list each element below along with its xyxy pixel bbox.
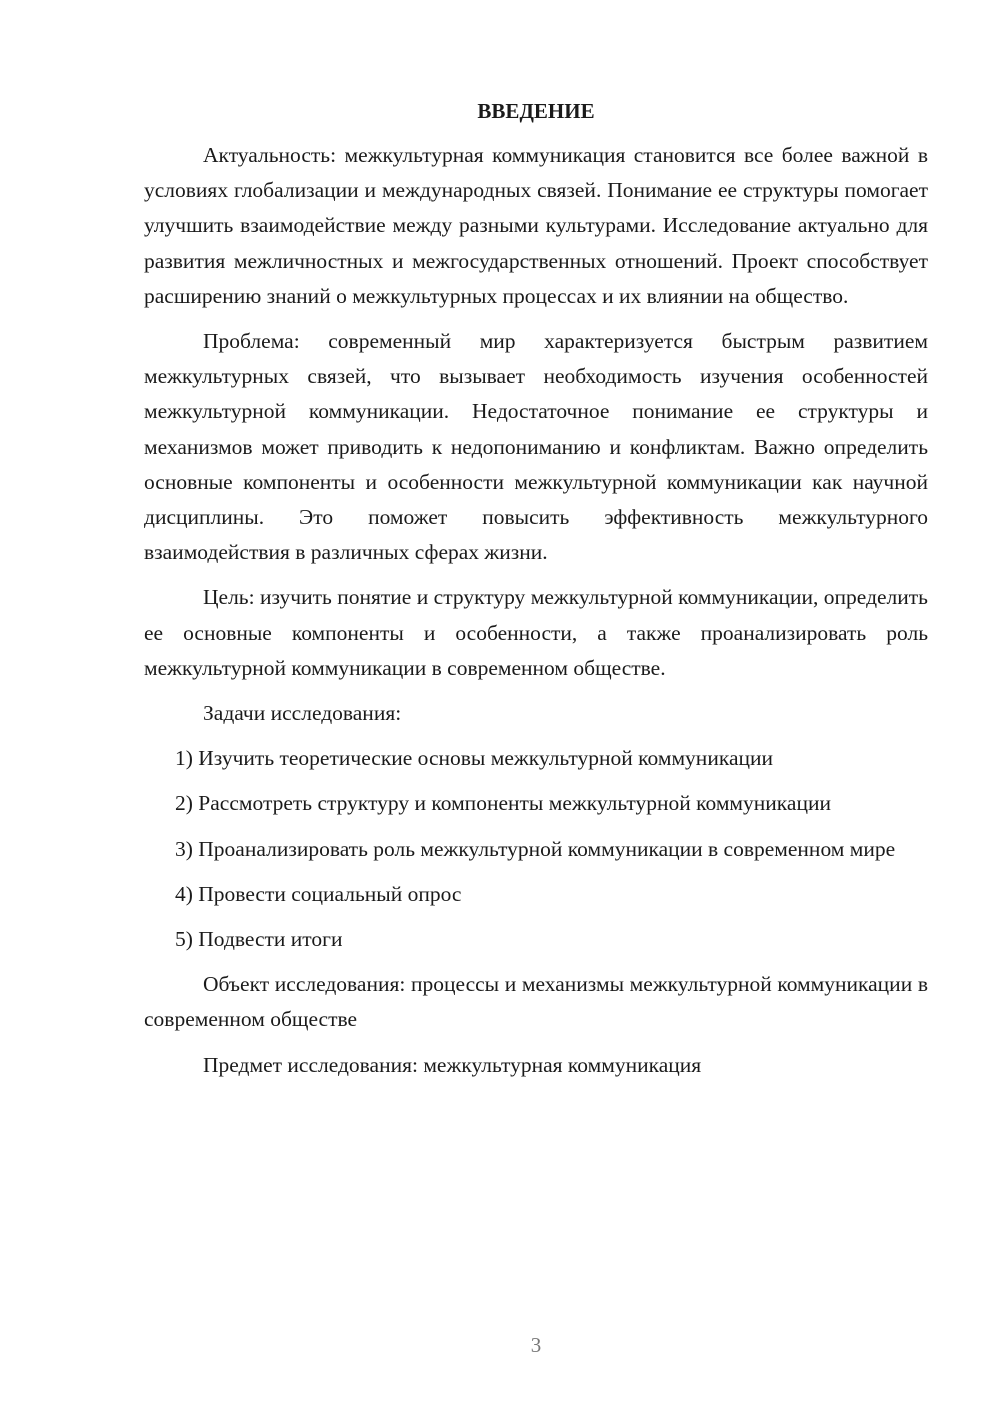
tasks-heading: Задачи исследования: (203, 701, 402, 726)
task-item-1: 1) Изучить теоретические основы межкультурной коммуникации (175, 746, 774, 771)
task-item-5: 5) Подвести итоги (175, 927, 343, 952)
paragraph-problem: Проблема: современный мир характеризуется быстрым развитием межкультурных связей, что вызывает необходимость изучения особенностей межкультурной коммуникации. Недостаточное понимание ее структуры и механизмов может приводить к недопониманию и конфликтам. Важно определить основные компоненты и особенности межкультурной коммуникации как научной дисциплины. Это поможет повысить эффективность межкультурного взаимодействия в различных сферах жизни. (144, 329, 928, 565)
task-item-4: 4) Провести социальный опрос (175, 881, 462, 906)
section-title: ВВЕДЕНИЕ (477, 99, 595, 123)
paragraph-relevance: Актуальность: межкультурная коммуникация становится все более важной в условиях глобализации и международных связей. Понимание ее структуры помогает улучшить взаимодействие между разными культурами. Исследование актуально для развития межличностных и межгосударственных отношений. Проект способствует расширению знаний о межкультурных процессах и их влиянии на общество. (144, 143, 928, 308)
page-number: 3 (530, 1333, 542, 1357)
page-content (144, 94, 928, 1093)
paragraph-subject: Предмет исследования: межкультурная коммуникация (203, 1052, 702, 1077)
task-item-3: 3) Проанализировать роль межкультурной коммуникации в современном мире (175, 836, 896, 861)
task-item-2: 2) Рассмотреть структуру и компоненты межкультурной коммуникации (175, 791, 831, 816)
paragraph-goal: Цель: изучить понятие и структуру межкультурной коммуникации, определить ее основные компоненты и особенности, а также проанализировать роль межкультурной коммуникации в современном обществе. (144, 585, 928, 680)
paragraph-object: Объект исследования: процессы и механизмы межкультурной коммуникации в современном обществе (144, 972, 928, 1032)
